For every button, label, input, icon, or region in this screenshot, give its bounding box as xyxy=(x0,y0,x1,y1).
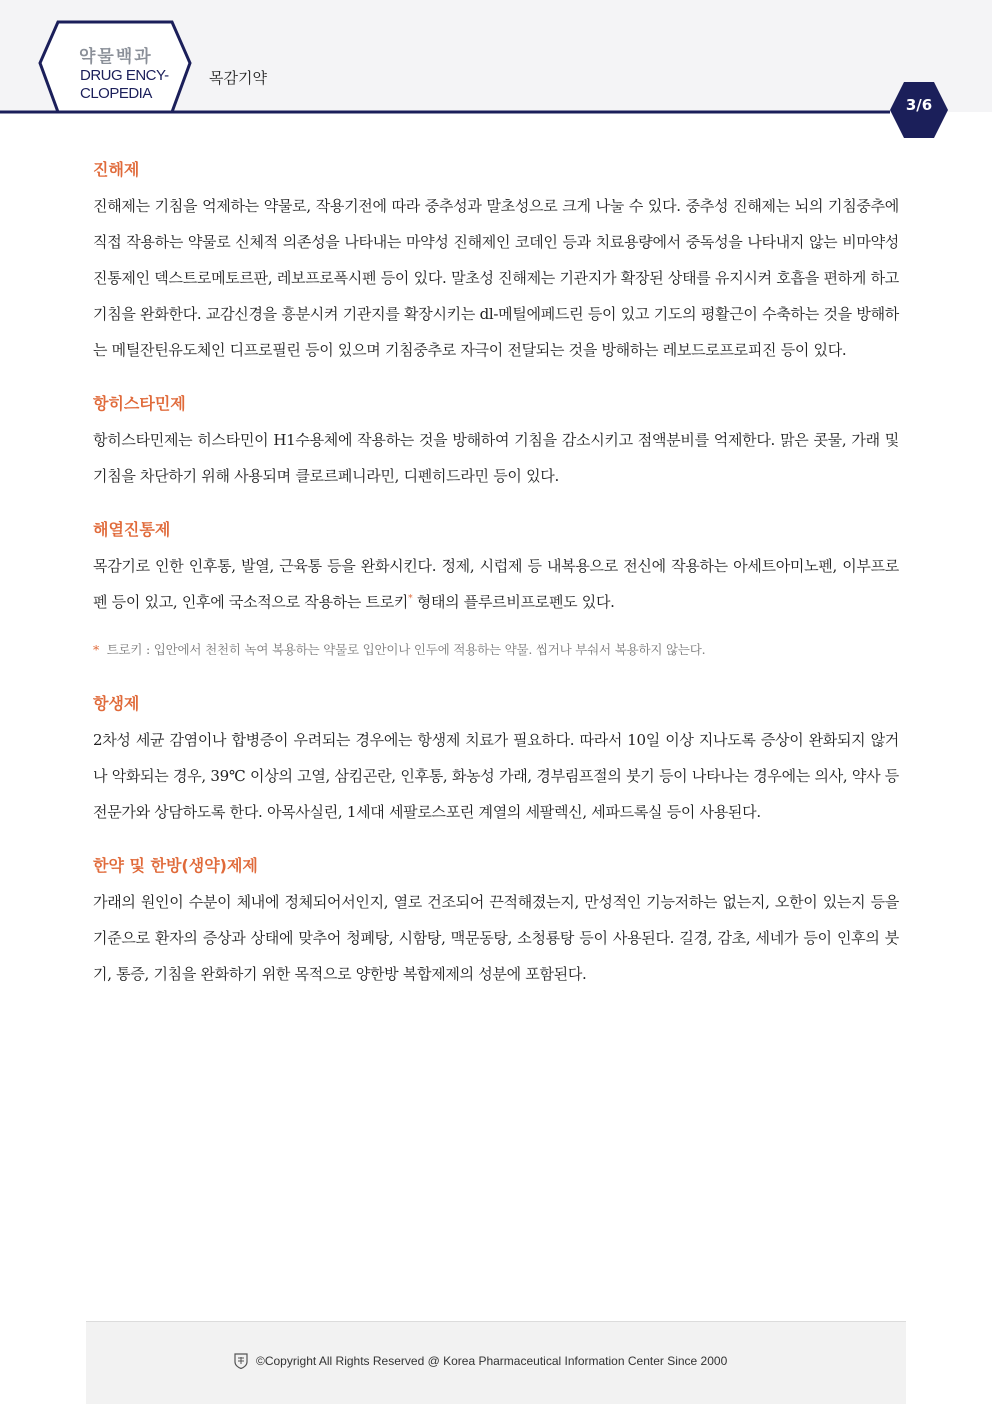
section-antihistamine xyxy=(93,392,899,494)
footer-content xyxy=(234,1353,727,1369)
page-header xyxy=(0,0,992,112)
footnote-text: 트로키 : 입안에서 천천히 녹여 복용하는 약물로 입안이나 인두에 적용하는 약물. 씹거나 부숴서 복용하지 않는다. xyxy=(106,642,706,657)
crest-icon xyxy=(234,1353,248,1369)
section-antibiotic xyxy=(93,692,899,830)
section-antipyretic xyxy=(93,518,899,620)
footnote-reference: * xyxy=(408,594,413,604)
page-footer xyxy=(86,1321,906,1404)
logo-english-line1: DRUG ENCY- xyxy=(80,67,169,84)
page-number: 3/6 xyxy=(905,96,933,114)
footnote-mark: * xyxy=(93,642,100,657)
logo-korean: 약물백과 xyxy=(79,47,153,67)
logo-english xyxy=(80,67,190,103)
logo-english-line2: CLOPEDIA xyxy=(80,85,152,102)
document-title: 목감기약 xyxy=(209,69,267,87)
section-title: 항생제 xyxy=(93,694,140,713)
section-body: 항히스타민제는 히스타민이 H1수용체에 작용하는 것을 방해하여 기침을 감소시키고 점액분비를 억제한다. 맑은 콧물, 가래 및 기침을 차단하기 위해 사용되며 클로르페니라민, 디펜히드라민 등이 있다. xyxy=(93,431,899,485)
section-body-part2: 형태의 플루르비프로펜도 있다. xyxy=(412,593,615,611)
section-body: 2차성 세균 감염이나 합병증이 우려되는 경우에는 항생제 치료가 필요하다. 따라서 10일 이상 지나도록 증상이 완화되지 않거나 악화되는 경우, 39℃ 이상의 고열, 삼킴곤란, 인후통, 화농성 가래, 경부림프절의 붓기 등이 나타나는 경우에는 의사, 약사 등 전문가와 상담하도록 한다. 아목사실린, 1세대 세팔로스포린 계열의 세팔렉신, 세파드록실 등이 사용된다. xyxy=(93,731,899,821)
section-title: 한약 및 한방(생약)제제 xyxy=(93,856,258,875)
copyright-text: ©Copyright All Rights Reserved @ Korea Pharmaceutical Information Center Since 2000 xyxy=(256,1354,728,1368)
section-antitussive xyxy=(93,158,899,368)
section-title: 진해제 xyxy=(93,160,140,179)
section-body: 진해제는 기침을 억제하는 약물로, 작용기전에 따라 중추성과 말초성으로 크게 나눌 수 있다. 중추성 진해제는 뇌의 기침중추에 직접 작용하는 약물로 신체적 의존성을 나타내는 마약성 진해제인 코데인 등과 치료용량에서 중독성을 나타내지 않는 비마약성 진통제인 덱스트로메토르판, 레보프로폭시펜 등이 있다. 말초성 진해제는 기관지가 확장된 상태를 유지시켜 호흡을 편하게 하고 기침을 완화한다. 교감신경을 흥분시켜 기관지를 확장시키는 dl-메틸에페드린 등이 있고 기도의 평활근이 수축하는 것을 방해하는 메틸잔틴유도체인 디프로필린 등이 있으며 기침중추로 자극이 전달되는 것을 방해하는 레보드로프로피진 등이 있다. xyxy=(93,197,899,359)
section-herbal xyxy=(93,854,899,992)
section-body-part1: 목감기로 인한 인후통, 발열, 근육통 등을 완화시킨다. 정제, 시럽제 등 내복용으로 전신에 작용하는 아세트아미노펜, 이부프로펜 등이 있고, 인후에 국소적으로 작용하는 트로키 xyxy=(93,557,899,611)
section-title: 항히스타민제 xyxy=(93,394,186,413)
section-body: 가래의 원인이 수분이 체내에 정체되어서인지, 열로 건조되어 끈적해졌는지, 만성적인 기능저하는 없는지, 오한이 있는지 등을 기준으로 환자의 증상과 상태에 맞추어 청폐탕, 시함탕, 맥문동탕, 소청룡탕 등이 사용된다. 길경, 감초, 세네가 등이 인후의 붓기, 통증, 기침을 완화하기 위한 목적으로 양한방 복합제제의 성분에 포함된다. xyxy=(93,893,899,983)
main-content xyxy=(93,158,899,1016)
footnote xyxy=(93,638,899,662)
section-body xyxy=(93,548,899,620)
section-title: 해열진통제 xyxy=(93,520,171,539)
